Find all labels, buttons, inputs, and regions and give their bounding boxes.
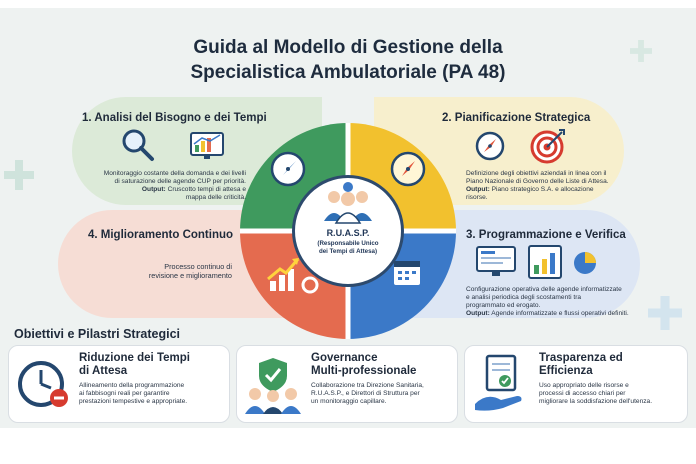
compass-icon: [272, 153, 304, 185]
quadrant-1-title: 1. Analisi del Bisogno e dei Tempi: [82, 112, 267, 124]
quadrant-4-description: Processo continuo di revisione e miglioramento: [148, 262, 232, 280]
dashboard-chart-icon: [190, 132, 224, 160]
page-title: [0, 35, 696, 85]
calendar-icon: [394, 261, 420, 285]
pillars-section-title: Obiettivi e Pilastri Strategici: [14, 327, 181, 341]
title-line-1: Guida al Modello di Gestione della: [193, 37, 503, 58]
center-title: R.U.A.S.P.: [326, 228, 370, 238]
monitor-icon: [476, 246, 516, 278]
medical-cross-icon: [4, 160, 34, 190]
clock-icon: [17, 358, 71, 412]
compass-icon: [392, 153, 424, 185]
quadrant-3-title: 3. Programmazione e Verifica: [466, 229, 626, 241]
pillar-2-text: Collaborazione tra Direzione Sanitaria, R.U.A.S.P., e Direttori di Struttura per un monitoraggio capillare.: [311, 382, 424, 405]
quadrant-4-title: 4. Miglioramento Continuo: [88, 229, 234, 241]
pillar-2-title: Governance Multi-professionale: [311, 352, 417, 377]
title-line-2: Specialistica Ambulatoriale (PA 48): [190, 62, 506, 83]
target-icon: [530, 128, 566, 164]
center-subtitle: (Responsabile Unico dei Tempi di Attesa): [317, 240, 379, 255]
document-hand-icon: [473, 354, 531, 414]
doctors-team-icon: [320, 181, 376, 225]
quadrant-2-description: Definizione degli obiettivi aziendali in linea con il Piano Nazionale di Governo delle Liste di Attesa. Output: Piano strategico S.A. e allocazione risorse.: [466, 170, 609, 201]
pillar-card-2: [236, 345, 458, 423]
pie-chart-icon: [572, 250, 598, 276]
medical-cross-icon: [648, 296, 682, 330]
quadrant-1-description: Monitoraggio costante della domanda e dei livelli di saturazione delle agende CUP per priorità. Output: Cruscotto tempi di attesa e mappa delle criticità.: [103, 170, 246, 201]
pillar-1-text: Allineamento della programmazione ai fabbisogni reali per garantire prestazioni tempestive e appropriate.: [79, 382, 188, 405]
pillar-card-3: [464, 345, 688, 423]
magnifier-icon: [120, 128, 156, 162]
pillar-3-title: Trasparenza ed Efficienza: [539, 352, 623, 377]
pillar-3-text: Uso appropriato delle risorse e processi di accesso chiari per migliorare la soddisfazione dell'utenza.: [539, 382, 653, 405]
team-shield-icon: [243, 356, 303, 416]
compass-icon: [474, 130, 506, 162]
bar-chart-icon: [528, 245, 562, 279]
pillar-1-title: Riduzione dei Tempi di Attesa: [79, 352, 190, 377]
pillar-card-1: [8, 345, 230, 423]
quadrant-3-description: Configurazione operativa delle agende informatizzate e analisi periodica degli scostamenti tra programmato ed erogato. Output: Agende informatizzate e flussi operativi definiti.: [466, 286, 629, 317]
quadrant-2-title: 2. Pianificazione Strategica: [442, 112, 591, 124]
